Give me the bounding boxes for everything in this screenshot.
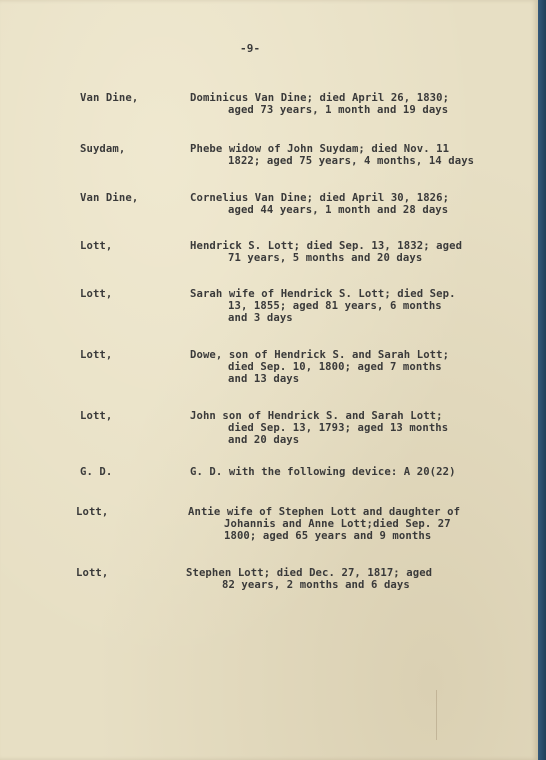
book-binding-edge [538, 0, 546, 760]
entry-line: Dominicus Van Dine; died April 26, 1830; [190, 92, 450, 104]
entry-surname: Lott, [80, 349, 113, 361]
entry-surname: Lott, [80, 410, 113, 422]
entry-line: 1800; aged 65 years and 9 months [224, 530, 432, 542]
entry-line: 82 years, 2 months and 6 days [222, 579, 410, 591]
entry-line: Sarah wife of Hendrick S. Lott; died Sep. [190, 288, 456, 300]
entry-line: aged 44 years, 1 month and 28 days [228, 204, 449, 216]
entry-line: died Sep. 10, 1800; aged 7 months [228, 361, 442, 373]
entry-surname: Van Dine, [80, 192, 139, 204]
entry-line: Antie wife of Stephen Lott and daughter of [188, 506, 461, 518]
entry-line: John son of Hendrick S. and Sarah Lott; [190, 410, 443, 422]
entry-line: 71 years, 5 months and 20 days [228, 252, 423, 264]
entry-surname: Van Dine, [80, 92, 139, 104]
page-number: -9- [240, 42, 261, 55]
entry-surname: Lott, [76, 506, 109, 518]
entry-surname: Lott, [76, 567, 109, 579]
entry-line: died Sep. 13, 1793; aged 13 months [228, 422, 449, 434]
entry-line: aged 73 years, 1 month and 19 days [228, 104, 449, 116]
entry-line: Hendrick S. Lott; died Sep. 13, 1832; aged [190, 240, 463, 252]
entry-line: 13, 1855; aged 81 years, 6 months [228, 300, 442, 312]
entry-surname: Lott, [80, 240, 113, 252]
entry-line: and 20 days [228, 434, 300, 446]
entry-line: Stephen Lott; died Dec. 27, 1817; aged [186, 567, 433, 579]
entry-line: Cornelius Van Dine; died April 30, 1826; [190, 192, 450, 204]
entry-surname: G. D. [80, 466, 113, 478]
paper-crease [436, 690, 437, 740]
entry-line: and 13 days [228, 373, 300, 385]
entry-line: G. D. with the following device: A 20(22) [190, 466, 456, 478]
entry-line: Phebe widow of John Suydam; died Nov. 11 [190, 143, 450, 155]
entry-line: Dowe, son of Hendrick S. and Sarah Lott; [190, 349, 450, 361]
entry-line: and 3 days [228, 312, 293, 324]
entry-line: 1822; aged 75 years, 4 months, 14 days [228, 155, 475, 167]
entry-surname: Suydam, [80, 143, 126, 155]
entry-line: Johannis and Anne Lott;died Sep. 27 [224, 518, 451, 530]
entry-surname: Lott, [80, 288, 113, 300]
